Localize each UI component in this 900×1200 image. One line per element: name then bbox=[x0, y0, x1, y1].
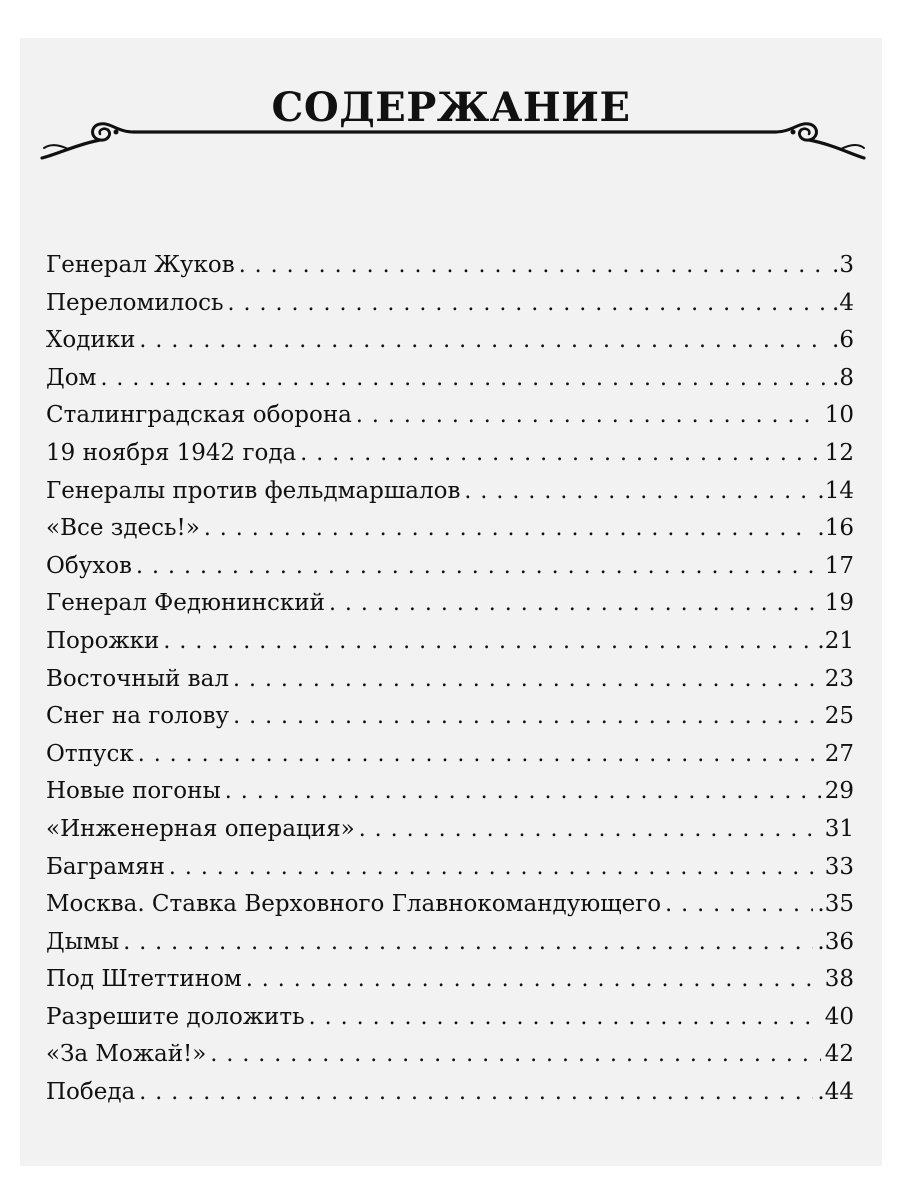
toc-item-title: Генералы против фельдмаршалов bbox=[46, 477, 461, 504]
toc-item-title: «За Можай!» bbox=[46, 1041, 207, 1068]
toc-leader-dots bbox=[100, 366, 828, 391]
toc-item-page: .3 bbox=[832, 252, 854, 278]
toc-item bbox=[46, 440, 854, 478]
toc-item bbox=[46, 628, 854, 666]
toc-item-title: Порожки bbox=[46, 627, 160, 654]
toc-item-page: 38 bbox=[824, 966, 854, 993]
toc-item-page: .14 bbox=[817, 477, 854, 504]
toc-item-title: Восточный вал bbox=[46, 665, 229, 692]
toc-item-page: .16 bbox=[817, 515, 854, 542]
toc-leader-dots bbox=[300, 441, 820, 466]
toc-leader-dots bbox=[233, 667, 821, 692]
toc-leader-dots bbox=[228, 291, 829, 316]
toc-item-page: 19 bbox=[824, 590, 854, 617]
toc-item-page: 27 bbox=[824, 740, 854, 767]
toc-item bbox=[46, 290, 854, 328]
toc-item-title: «Все здесь!» bbox=[46, 515, 200, 542]
page-title: СОДЕРЖАНИЕ bbox=[271, 84, 631, 131]
toc-leader-dots bbox=[239, 253, 828, 278]
toc-item bbox=[46, 365, 854, 403]
toc-leader-dots bbox=[139, 1080, 813, 1105]
toc-item-title: Ходики bbox=[46, 327, 136, 354]
toc-item bbox=[46, 778, 854, 816]
toc-item-title: Отпуск bbox=[46, 740, 134, 767]
toc-item-page: .36 bbox=[817, 928, 854, 955]
toc-item-title: Москва. Ставка Верховного Главнокомандующего bbox=[46, 891, 662, 918]
book-page bbox=[20, 38, 882, 1166]
toc-leader-dots bbox=[163, 629, 813, 654]
toc-item-title: Под Штеттином bbox=[46, 966, 242, 993]
toc-item-page: .6 bbox=[832, 327, 854, 354]
toc-item bbox=[46, 1041, 854, 1079]
toc-item-title: Новые погоны bbox=[46, 778, 221, 805]
toc-item-title: Генерал Жуков bbox=[46, 252, 235, 278]
toc-leader-dots bbox=[329, 591, 821, 616]
toc-item-title: Дымы bbox=[46, 928, 120, 955]
toc-item bbox=[46, 666, 854, 704]
toc-item bbox=[46, 252, 854, 290]
toc-item bbox=[46, 402, 854, 440]
toc-item bbox=[46, 929, 854, 967]
toc-item-page: 12 bbox=[824, 439, 854, 466]
toc-leader-dots bbox=[233, 704, 821, 729]
toc-item-title: Обухов bbox=[46, 552, 133, 579]
toc-leader-dots bbox=[225, 779, 821, 804]
toc-item bbox=[46, 515, 854, 553]
toc-leader-dots bbox=[138, 742, 821, 767]
table-of-contents bbox=[46, 252, 854, 1117]
toc-leader-dots bbox=[665, 892, 813, 917]
toc-leader-dots bbox=[464, 479, 813, 504]
toc-item-title: Сталинградская оборона bbox=[46, 402, 352, 429]
toc-item-page: 42 bbox=[824, 1041, 854, 1068]
toc-item bbox=[46, 741, 854, 779]
toc-item bbox=[46, 703, 854, 741]
toc-item bbox=[46, 966, 854, 1004]
toc-item bbox=[46, 854, 854, 892]
toc-item bbox=[46, 891, 854, 929]
toc-item-page: 23 bbox=[824, 665, 854, 692]
toc-item-page: 29 bbox=[824, 778, 854, 805]
toc-item bbox=[46, 1004, 854, 1042]
toc-item bbox=[46, 1079, 854, 1117]
toc-item-page: 33 bbox=[824, 853, 854, 880]
toc-leader-dots bbox=[136, 554, 821, 579]
toc-item-page: .21 bbox=[817, 627, 854, 654]
toc-item-page: .8 bbox=[832, 364, 854, 391]
toc-item-page: .4 bbox=[832, 289, 854, 316]
toc-leader-dots bbox=[309, 1005, 821, 1030]
toc-item-page: .44 bbox=[817, 1079, 854, 1106]
toc-leader-dots bbox=[169, 855, 821, 880]
toc-leader-dots bbox=[246, 967, 821, 992]
toc-item-title: Победа bbox=[46, 1079, 136, 1106]
toc-item-title: Снег на голову bbox=[46, 703, 230, 730]
toc-item bbox=[46, 816, 854, 854]
toc-item-page: 10 bbox=[824, 402, 854, 429]
toc-item-title: Дом bbox=[46, 364, 97, 391]
toc-item-title: Баграмян bbox=[46, 853, 165, 880]
toc-item-page: .35 bbox=[817, 891, 854, 918]
toc-item-title: Переломилось bbox=[46, 289, 224, 316]
toc-item bbox=[46, 327, 854, 365]
toc-item-page: 17 bbox=[824, 552, 854, 579]
toc-item-page: 40 bbox=[824, 1003, 854, 1030]
toc-item bbox=[46, 478, 854, 516]
toc-leader-dots bbox=[356, 403, 821, 428]
toc-item bbox=[46, 590, 854, 628]
toc-item-page: 25 bbox=[824, 703, 854, 730]
toc-item-title: Разрешите доложить bbox=[46, 1003, 305, 1030]
toc-leader-dots bbox=[123, 930, 813, 955]
scroll-ornament-divider-icon bbox=[38, 118, 866, 178]
toc-leader-dots bbox=[210, 1042, 820, 1067]
toc-leader-dots bbox=[359, 817, 821, 842]
toc-leader-dots bbox=[204, 516, 814, 541]
toc-leader-dots bbox=[139, 328, 828, 353]
toc-item-title: «Инженерная операция» bbox=[46, 815, 355, 842]
toc-item bbox=[46, 553, 854, 591]
toc-item-title: Генерал Федюнинский bbox=[46, 590, 325, 617]
toc-item-page: 31 bbox=[824, 815, 854, 842]
toc-item-title: 19 ноября 1942 года bbox=[46, 439, 297, 466]
